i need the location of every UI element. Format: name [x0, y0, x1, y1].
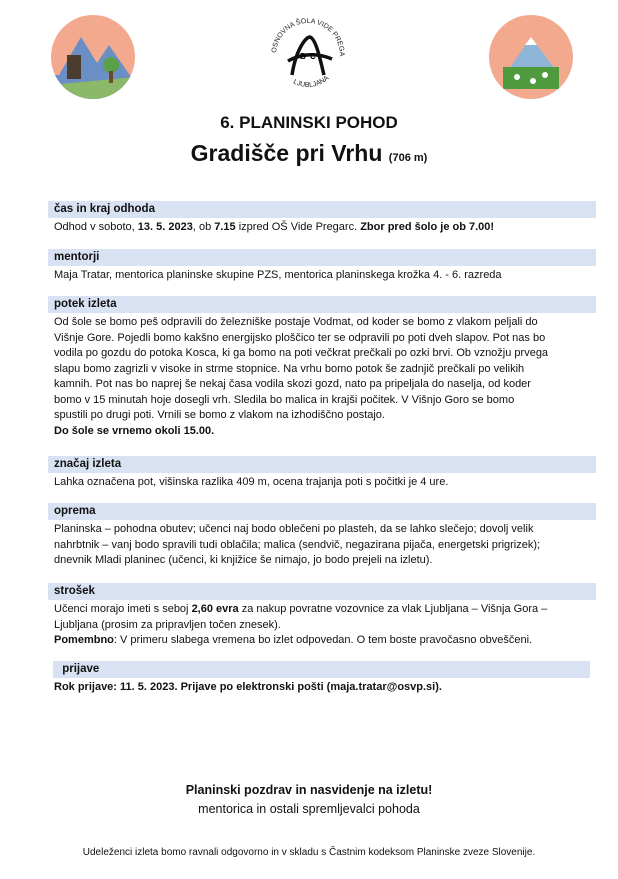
- equipment-line: nahrbtnik – vanj bodo spravili tudi oblačila; malica (sendvič, negazirana pijača, energetski prigrizek);: [54, 538, 541, 551]
- closing-greeting: Planinski pozdrav in nasvidenje na izletu!: [185, 783, 433, 797]
- section-departure: [48, 201, 596, 236]
- section-departure-heading: čas in kraj odhoda: [48, 201, 596, 218]
- section-mentors-body: Maja Tratar, mentorica planinske skupine PZS, mentorica planinskega krožka 4. - 6. razreda: [54, 269, 502, 281]
- school-logo: [262, 9, 354, 101]
- destination-name: Gradišče pri Vrhu: [190, 140, 383, 166]
- important-text: : V primeru slabega vremena bo izlet odpovedan. O tem boste pravočasno obveščeni.: [113, 634, 533, 646]
- cost-amount: 2,60 evra: [191, 603, 239, 615]
- section-registration-label: prijave: [62, 663, 100, 675]
- event-title: [0, 140, 618, 167]
- section-difficulty-heading: značaj izleta: [48, 456, 596, 473]
- section-registration-heading: [53, 661, 590, 678]
- section-cost-heading: strošek: [48, 583, 596, 600]
- svg-text:LJUBLJANA: LJUBLJANA: [291, 74, 331, 90]
- cost-line: [54, 602, 590, 618]
- section-difficulty-body: Lahka označena pot, višinska razlika 409 m, ocena trajanja poti s počitki je 4 ure.: [54, 476, 449, 488]
- section-cost: [48, 583, 596, 649]
- return-time: Do šole se vrnemo okoli 15.00.: [54, 424, 215, 437]
- cost-note: [54, 633, 590, 649]
- cost-line: Ljubljana (prosim za pripravljen točen znesek).: [54, 618, 281, 631]
- equipment-line: Planinska – pohodna obutev; učenci naj bodo oblečeni po plasteh, da se lahko slečejo; dovolj velik: [54, 523, 534, 535]
- left-drawing-logo: [51, 15, 135, 99]
- cost-text: Učenci morajo imeti s seboj: [54, 603, 192, 615]
- section-equipment: [48, 503, 596, 569]
- route-line: slapu bomo zagrizli v visoke in strme stopnice. Na vrhu bomo potok še zadnjič prečkali po velikih: [54, 362, 525, 375]
- important-label: Pomembno: [54, 634, 114, 646]
- svg-text:B: B: [300, 52, 306, 61]
- svg-text:OSNOVNA ŠOLA VIDE PREGARC: OSNOVNA ŠOLA VIDE PREGA: [270, 17, 346, 57]
- section-cost-body: [48, 600, 596, 649]
- right-drawing-logo: [489, 15, 573, 99]
- cost-text: za nakup povratne vozovnice za vlak Ljubljana – Višnja Gora –: [238, 603, 548, 615]
- section-route-body: [48, 313, 596, 439]
- route-line: vodila po gozdu do potoka Kosca, ki ga bomo na poti večkrat prečkali po ozki brvi. Ob vznožju prvega: [54, 347, 549, 359]
- departure-text: , ob: [192, 221, 215, 233]
- section-equipment-heading: oprema: [48, 503, 596, 520]
- section-departure-body: [48, 218, 596, 236]
- section-registration-body: Rok prijave: 11. 5. 2023. Prijave po elektronski pošti (maja.tratar@osvp.si).: [54, 681, 442, 693]
- route-line: Višnje Gore. Pojedli bomo kakšno energijsko ploščico ter se odpravili po poti dveh slapov. Pot nas bo: [54, 331, 546, 344]
- departure-text: izpred OŠ Vide Pregarc.: [235, 221, 361, 233]
- altitude: (706 m): [388, 152, 428, 164]
- event-subtitle: 6. PLANINSKI POHOD: [220, 113, 398, 132]
- route-line: bomo v 15 minutah hoje dosegli vrh. Sledila bo malica in krajši počitek. V Višnjo Goro se bomo: [54, 393, 515, 406]
- section-mentors-heading: mentorji: [48, 249, 596, 266]
- section-registration: [48, 661, 596, 696]
- svg-text:C: C: [310, 52, 316, 61]
- section-route: [48, 296, 596, 439]
- equipment-line: dnevnik Mladi planinec (učenci, ki knjižice še nimajo, jo bodo prejeli na izletu).: [54, 554, 433, 566]
- departure-text: Odhod v soboto,: [54, 221, 138, 233]
- departure-time: 7.15: [214, 221, 236, 233]
- route-line: Od šole se bomo peš odpravili do železniške postaje Vodmat, od koder se bomo z vlakom peljali do: [54, 316, 538, 328]
- route-line: kamnih. Pot nas bo naprej še nekaj časa vodila skozi gozd, nato pa pripeljala do naselja, od koder: [54, 378, 531, 390]
- section-mentors: [48, 249, 596, 284]
- footer-note: Udeleženci izleta bomo ravnali odgovorno in v skladu s Častnim kodeksom Planinske zveze Slovenije.: [82, 847, 536, 858]
- route-line: spustili po drugi poti. Vrnili se bomo z vlakom na izhodiščno postajo.: [54, 409, 385, 421]
- section-route-heading: potek izleta: [48, 296, 596, 313]
- section-equipment-body: [48, 520, 596, 569]
- section-difficulty: [48, 456, 596, 491]
- meeting-time: Zbor pred šolo je ob 7.00!: [360, 221, 495, 233]
- departure-date: 13. 5. 2023: [137, 221, 193, 233]
- closing-signature: mentorica in ostali spremljevalci pohoda: [198, 802, 420, 816]
